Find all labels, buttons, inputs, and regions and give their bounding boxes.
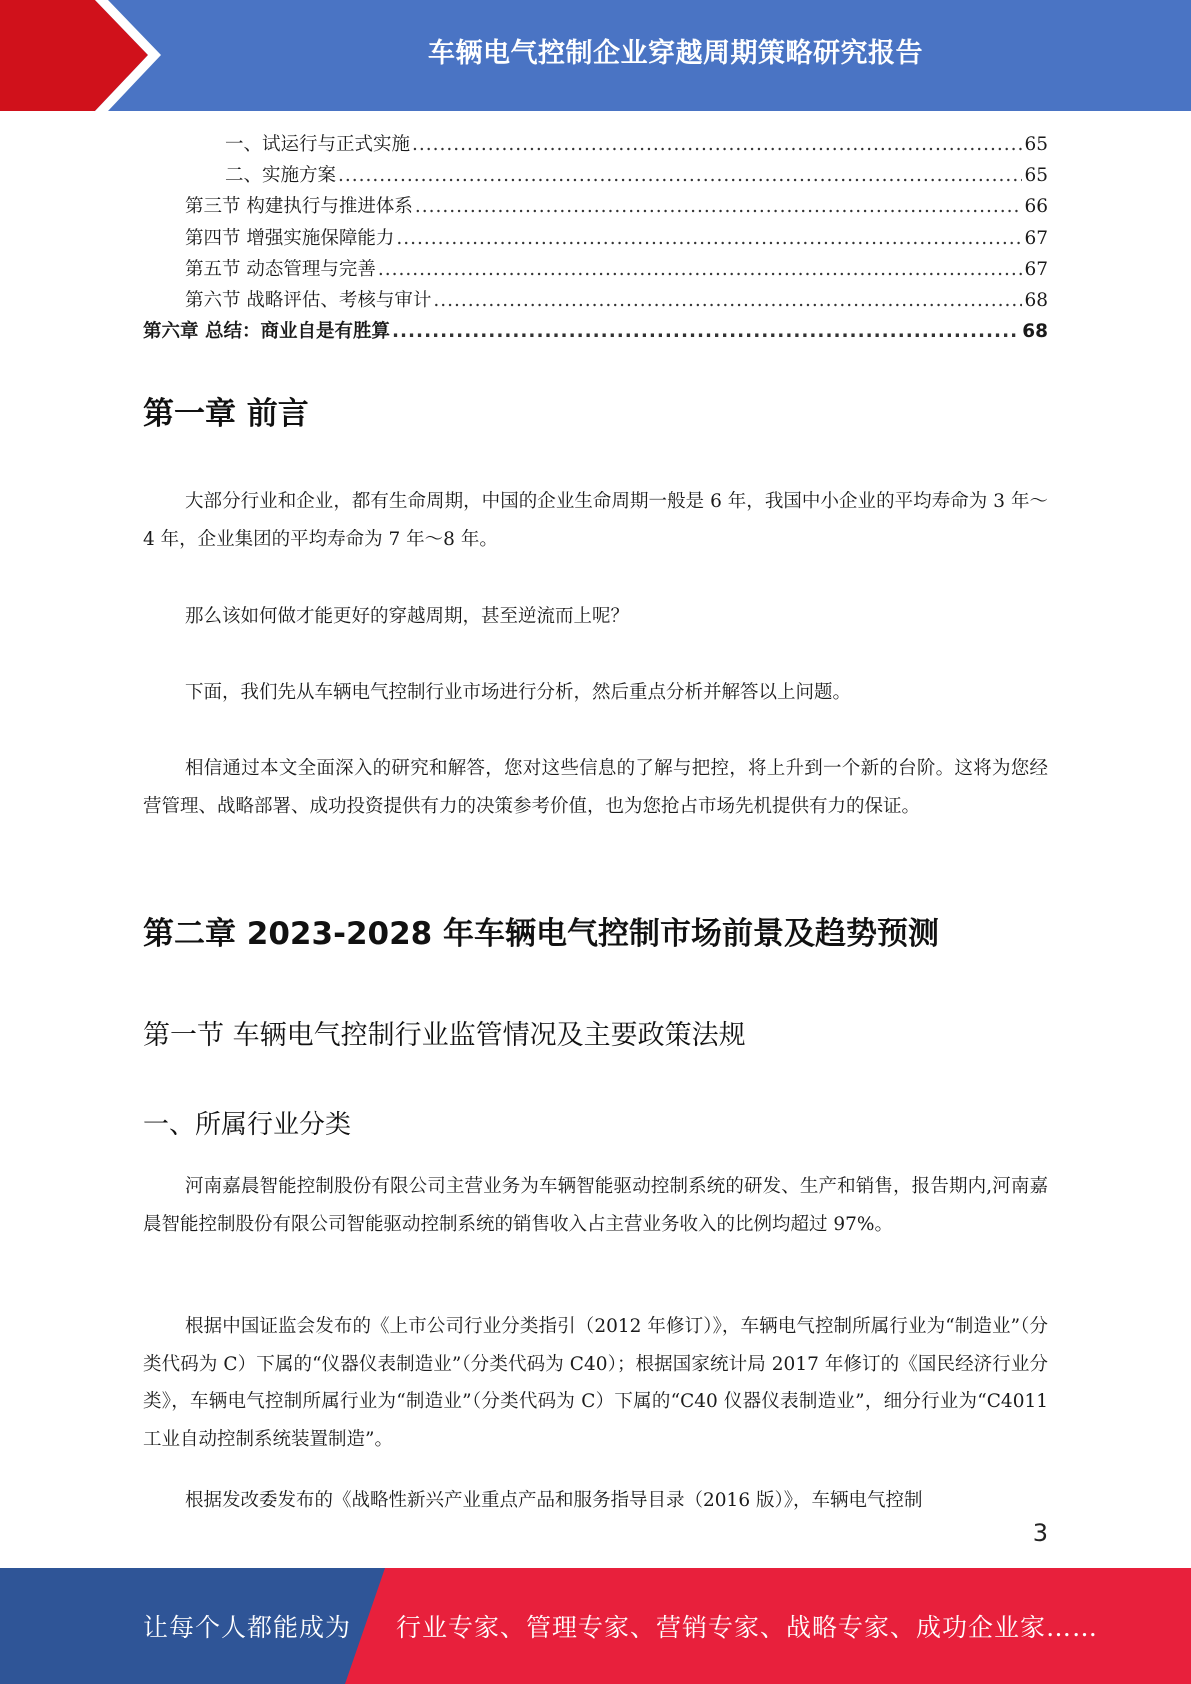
paragraph: 下面，我们先从车辆电气控制行业市场进行分析，然后重点分析并解答以上问题。 — [185, 682, 852, 703]
toc-entry-label: 第六节 战略评估、考核与审计 — [185, 289, 432, 311]
toc-entry-label: 第三节 构建执行与推进体系 — [185, 196, 413, 218]
page-number: 3 — [1032, 1519, 1048, 1547]
page-footer — [0, 1568, 1191, 1684]
toc-leader-dots — [378, 259, 1023, 280]
report-title: 车辆电气控制企业穿越周期策略研究报告 — [428, 37, 923, 69]
table-of-contents — [143, 130, 1048, 348]
section-heading: 第一节 车辆电气控制行业监管情况及主要政策法规 — [143, 1020, 746, 1051]
chapter-heading: 第一章 前言 — [143, 396, 309, 432]
toc-leader-dots — [433, 290, 1022, 311]
toc-entry-label: 第四节 增强实施保障能力 — [185, 227, 395, 249]
paragraph: 大部分行业和企业，都有生命周期，中国的企业生命周期一般是 6 年，我国中小企业的平均寿命为 3 年～4 年，企业集团的平均寿命为 7 年～8 年。 — [143, 491, 1048, 550]
toc-entry[interactable] — [143, 255, 1048, 286]
toc-leader-dots — [338, 165, 1022, 186]
subsection-heading: 一、所属行业分类 — [143, 1110, 352, 1140]
toc-entry-page: 65 — [1024, 134, 1048, 155]
toc-entry-label: 一、试运行与正式实施 — [225, 134, 411, 155]
toc-entry[interactable] — [143, 161, 1048, 192]
toc-entry-page: 68 — [1024, 289, 1048, 311]
footer-slogan-left: 让每个人都能成为 — [143, 1613, 352, 1642]
toc-entry-page: 67 — [1024, 227, 1048, 249]
toc-entry-page: 67 — [1024, 258, 1048, 280]
toc-entry[interactable] — [143, 130, 1048, 161]
toc-entry-label: 第五节 动态管理与完善 — [185, 258, 376, 280]
toc-entry[interactable] — [143, 286, 1048, 317]
toc-entry-label: 第六章 总结：商业自是有胜算 — [143, 321, 390, 343]
paragraph: 相信通过本文全面深入的研究和解答，您对这些信息的了解与把控，将上升到一个新的台阶。这将为您经营管理、战略部署、成功投资提供有力的决策参考价值，也为您抢占市场先机提供有力的保证。 — [143, 758, 1048, 817]
toc-leader-dots — [412, 134, 1022, 155]
toc-entry[interactable] — [143, 192, 1048, 223]
toc-entry-page: 68 — [1022, 321, 1048, 343]
toc-entry-page: 65 — [1024, 165, 1048, 187]
toc-entry-page: 66 — [1024, 196, 1048, 218]
paragraph: 那么该如何做才能更好的穿越周期，甚至逆流而上呢？ — [185, 606, 630, 627]
paragraph: 根据中国证监会发布的《上市公司行业分类指引（2012 年修订）》，车辆电气控制所属行业为“制造业”（分类代码为 C）下属的“仪器仪表制造业”（分类代码为 C40）；根据国家统计局 2017 年修订的《国民经济行业分类》，车辆电气控制所属行业为“制造业”（分类代码为 C）下属的“C40 仪器仪表制造业”，细分行业为“C4011 工业自动控制系统装置制造”。 — [143, 1316, 1048, 1450]
footer-slogan-right: 行业专家、管理专家、营销专家、战略专家、成功企业家…… — [396, 1613, 1099, 1642]
toc-leader-dots — [392, 321, 1020, 342]
toc-leader-dots — [415, 196, 1023, 217]
paragraph: 河南嘉晨智能控制股份有限公司主营业务为车辆智能驱动控制系统的研发、生产和销售，报告期内,河南嘉晨智能控制股份有限公司智能驱动控制系统的销售收入占主营业务收入的比例均超过 97%。 — [143, 1176, 1048, 1235]
toc-entry-label: 二、实施方案 — [225, 165, 337, 187]
chapter-heading: 第二章 2023-2028 年车辆电气控制市场前景及趋势预测 — [143, 916, 940, 952]
toc-entry[interactable] — [143, 224, 1048, 255]
toc-leader-dots — [396, 228, 1022, 249]
toc-entry[interactable] — [143, 317, 1048, 348]
page-header — [0, 0, 1191, 111]
paragraph: 根据发改委发布的《战略性新兴产业重点产品和服务指导目录（2016 版）》，车辆电气控制 — [185, 1490, 923, 1511]
